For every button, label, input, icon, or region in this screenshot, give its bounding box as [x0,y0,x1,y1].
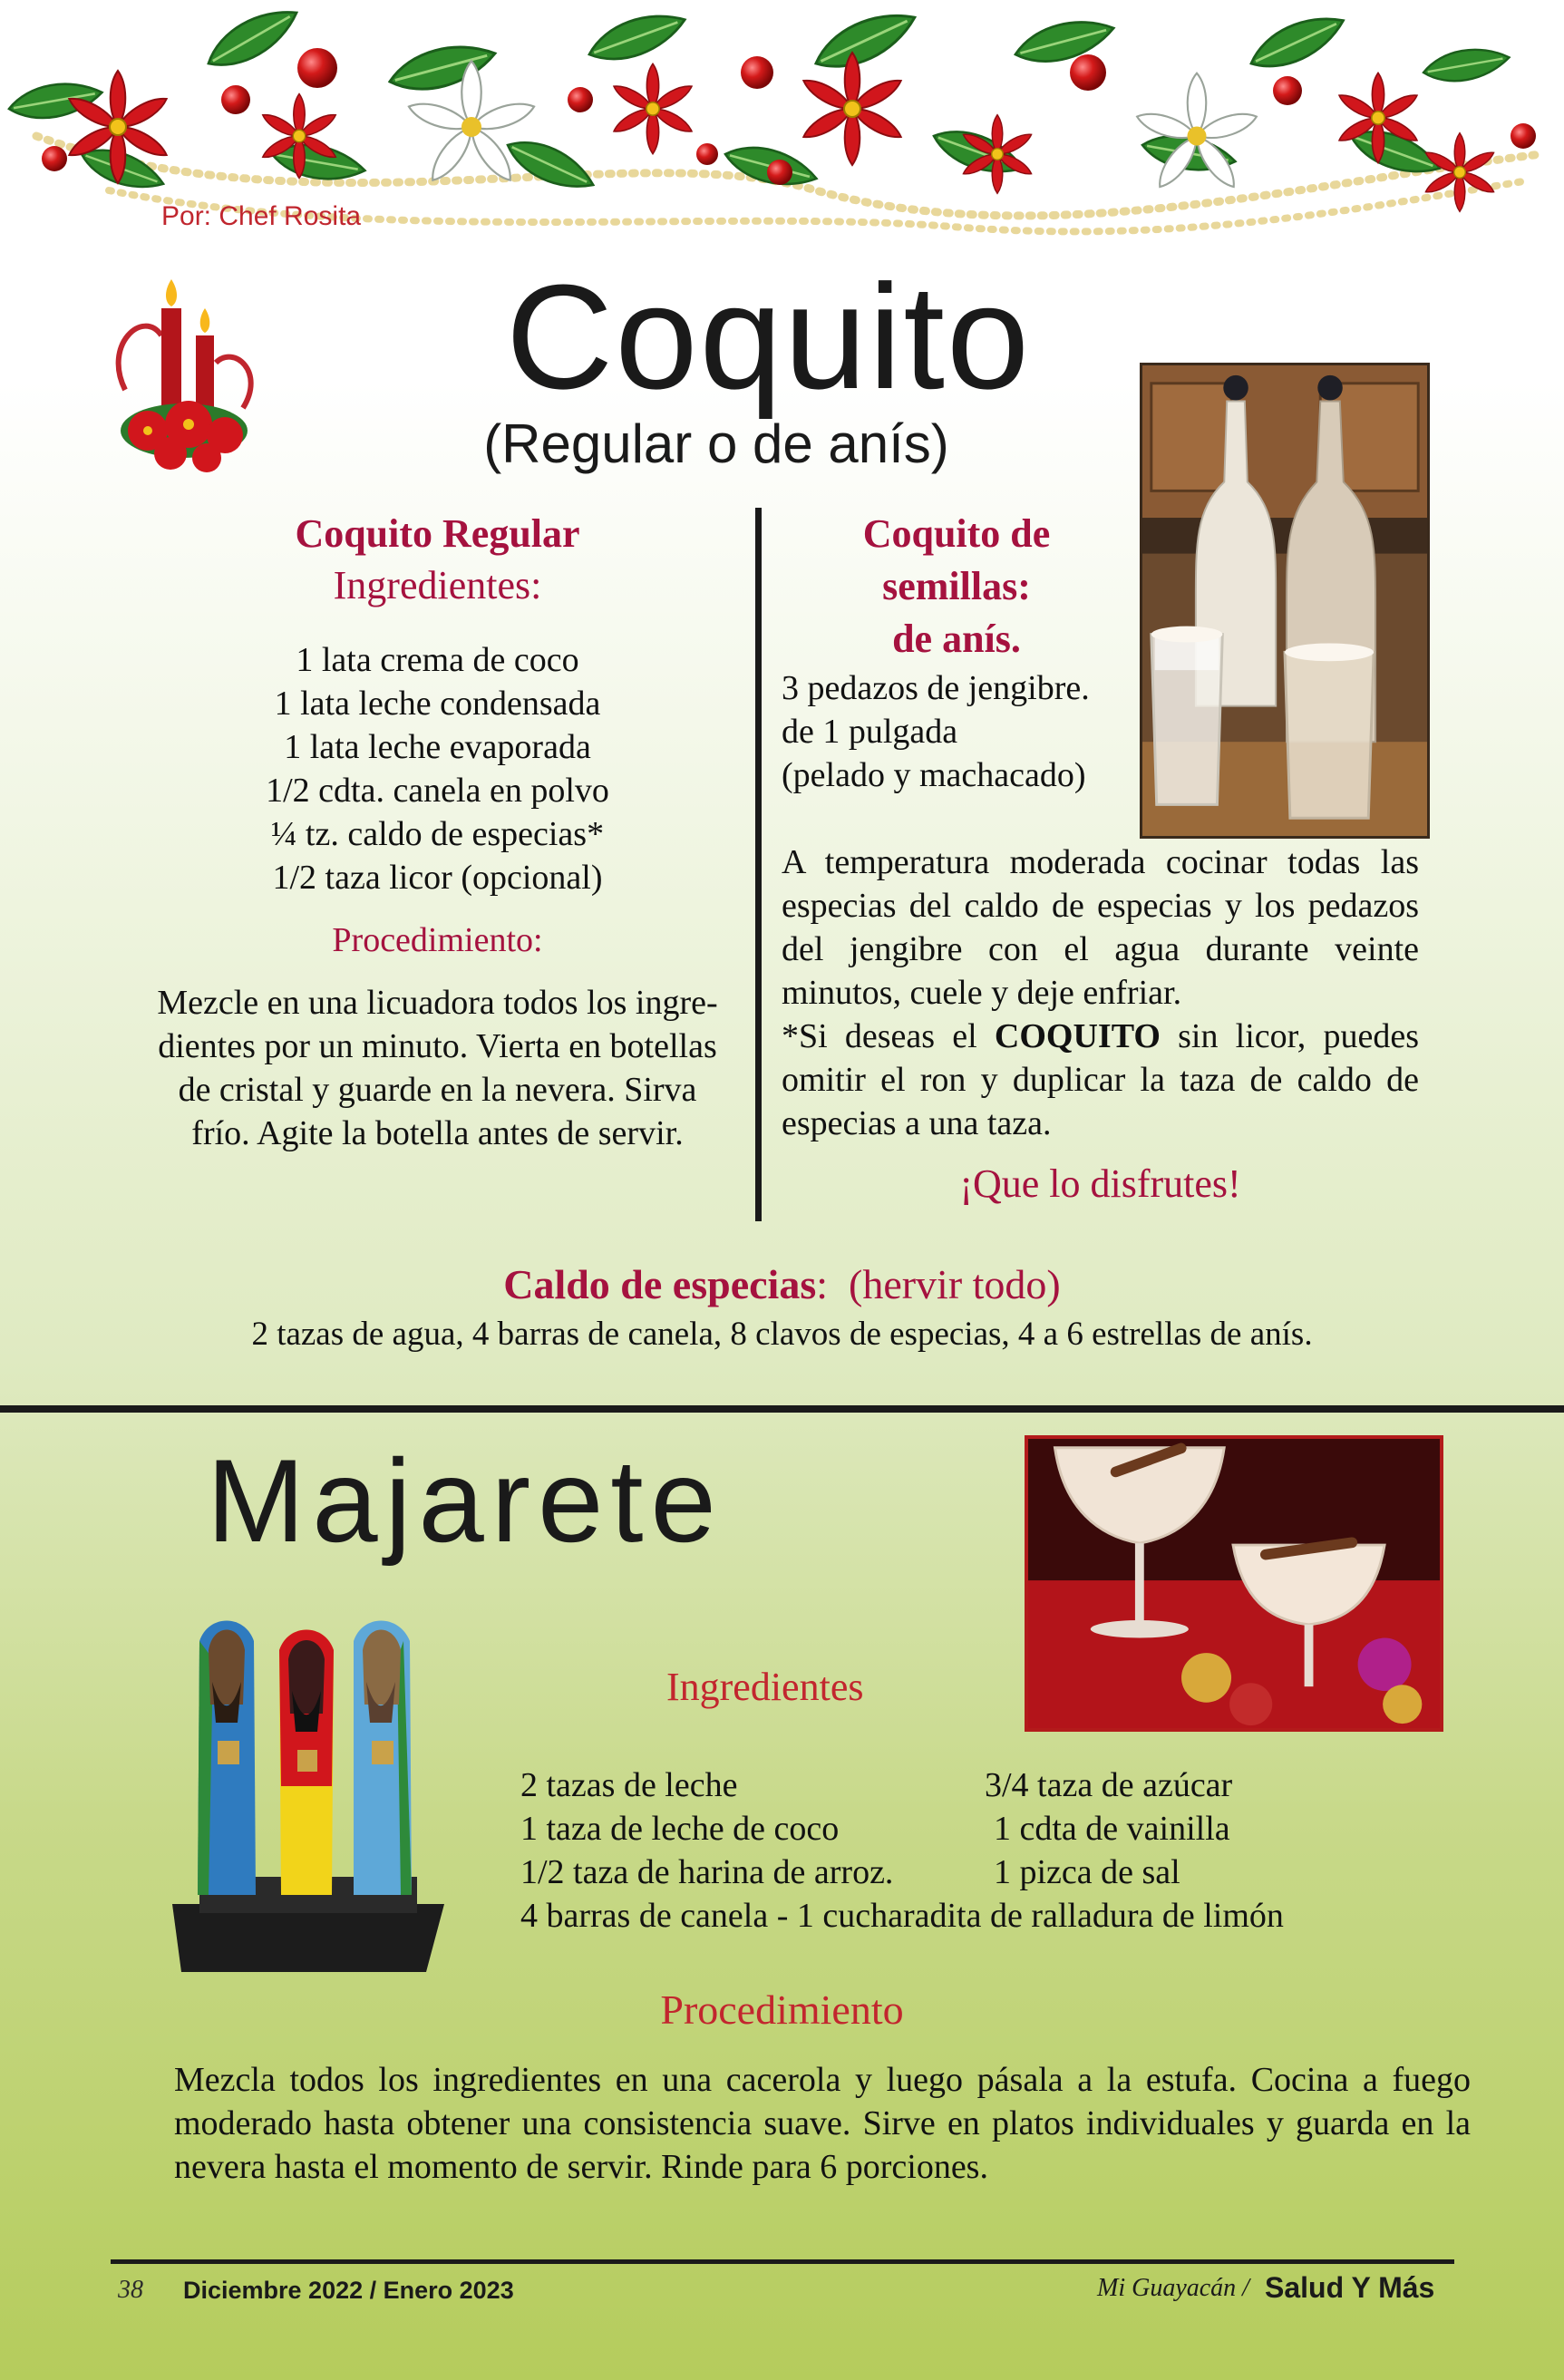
column-divider [755,508,762,1221]
caldo-heading: Caldo de especias: (hervir todo) [503,1261,1061,1307]
anis-procedure-text: A temperatura moderada cocinar todas las especias del caldo de especias y los pedazos del jengibre con el agua durante veinte minutos, cuele y deje enfriar. *Si deseas el COQUITO sin licor, puedes omitir el ron y duplicar la taza de caldo de especias a una taza. [782,840,1419,1145]
footer-rule [111,2259,1454,2264]
ingredient-item: 1 lata crema de coco [296,641,579,679]
recipe-title-coquito: Coquito [505,254,1032,420]
majarete-ingredients-heading: Ingredientes [666,1665,864,1709]
liquor-free-note: *Si deseas el COQUITO sin licor, puedes omitir el ron y duplicar la taza de caldo de especias a una taza. [782,1017,1420,1142]
ingredient-item: 1/2 taza licor (opcional) [272,859,603,897]
ingredient-item: 1 lata leche evaporada [284,728,591,766]
ingredient-row: 2 tazas de leche 3/4 taza de azúcar [520,1766,1233,1804]
recipe-subtitle-coquito: (Regular o de anís) [483,413,949,474]
anis-coquito-heading: Coquito de semillas: de anís. [862,511,1051,661]
author-byline: Por: Chef Rosita [161,201,362,231]
ingredient-item: ¼ tz. caldo de especias* [270,815,605,853]
ingredient-row: 4 barras de canela - 1 cucharadita de ralladura de limón [520,1897,1284,1935]
anis-ingredient-list: 3 pedazos de jengibre. de 1 pulgada (pelado y machacado) [782,669,1090,794]
majarete-procedure-text: Mezcla todos los ingredientes en una cacerola y luego pásala a la estufa. Cocina a fuego moderado hasta obtener una consistencia suave. Sirve en platos individuales y guarda en la nevera hasta el momento de servir. Rinde para 6 porciones. [174,2061,1471,2186]
ingredient-item: 1 lata leche condensada [274,685,601,723]
closing-message: ¡Que lo disfrutes! [959,1161,1241,1206]
regular-procedure-heading: Procedimiento: [332,921,543,959]
regular-coquito-heading: Coquito Regular [295,511,580,556]
regular-ingredients-heading: Ingredientes: [333,563,542,607]
magazine-script-logo: Mi Guayacán / [1097,2274,1249,2302]
regular-coquito-column [113,508,762,1155]
majarete-procedure-heading: Procedimiento [660,1987,904,2033]
coquito-bottles-photo [1140,363,1430,839]
magazine-name: Salud Y Más [1265,2271,1435,2304]
recipe-title-majarete: Majarete [207,1434,724,1567]
majarete-dessert-photo [1025,1435,1443,1732]
caldo-ingredients-text: 2 tazas de agua, 4 barras de canela, 8 clavos de especias, 4 a 6 estrellas de anís. [251,1316,1313,1353]
page-number: 38 [118,2276,143,2304]
regular-ingredient-list [113,638,762,899]
majarete-ingredient-list [520,1763,1509,1938]
ingredient-row: 1 taza de leche de coco 1 cdta de vainilla [520,1810,1230,1848]
ingredient-item: 1/2 cdta. canela en polvo [266,772,609,810]
ingredient-row: 1/2 taza de harina de arroz. 1 pizca de sal [520,1853,1180,1891]
section-divider [0,1405,1564,1413]
regular-procedure-text: Mezcle en una licuadora todos los ingre- dientes por un minuto. Vierta en botellas de cristal y guarde en la nevera. Sirva frío. Agite la botella antes de servir. [157,984,718,1152]
issue-date: Diciembre 2022 / Enero 2023 [183,2277,514,2304]
three-kings-figurine-photo [172,1605,444,1972]
